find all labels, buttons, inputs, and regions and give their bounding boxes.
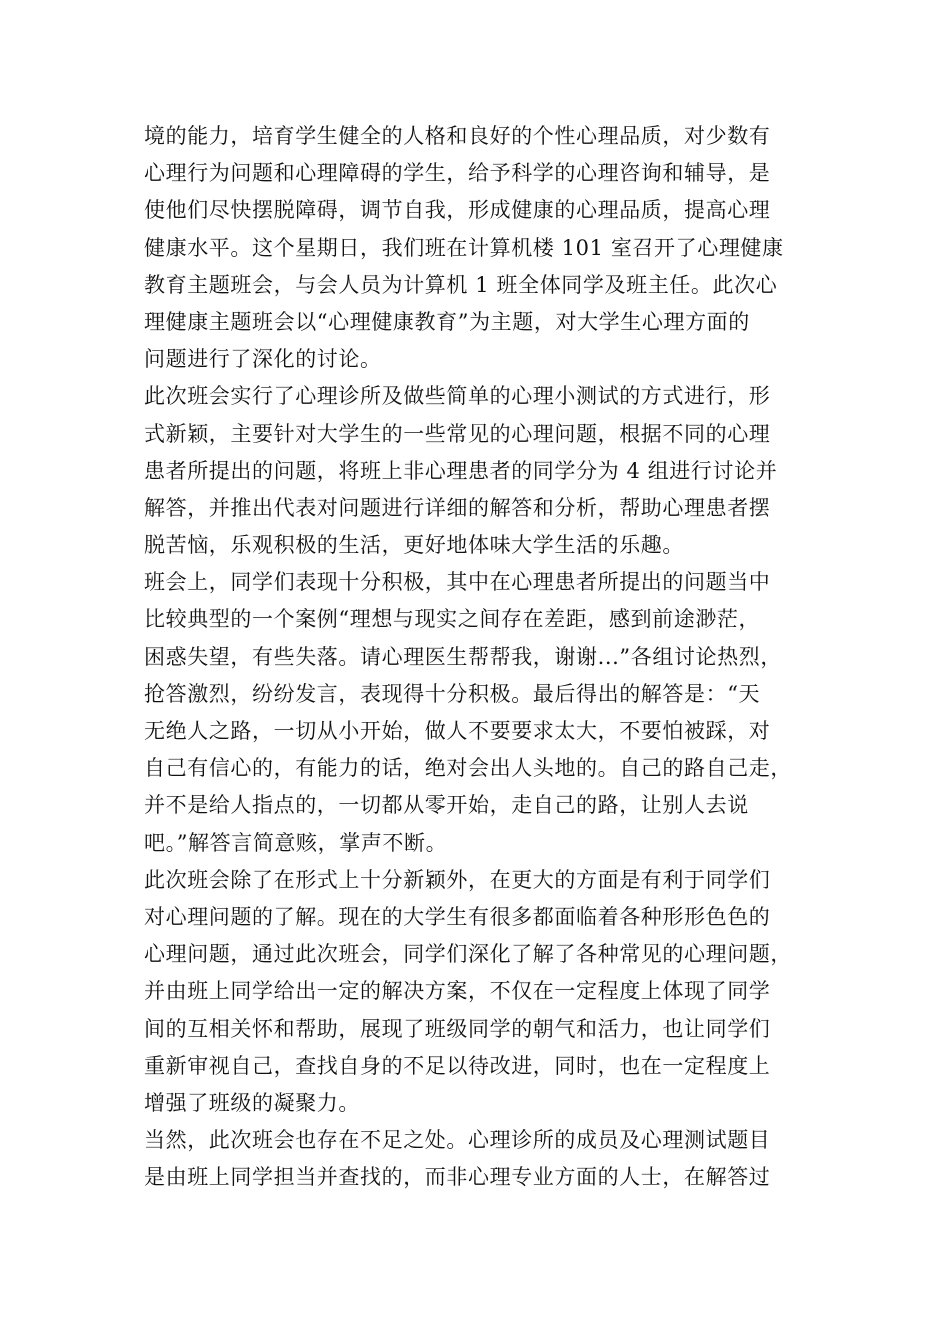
text-line: 理健康主题班会以“心理健康教育”为主题，对大学生心理方面的 — [144, 309, 750, 334]
paragraph-4 — [144, 862, 824, 1122]
text-line: 吧。”解答言简意赅，掌声不断。 — [144, 830, 448, 855]
text-line: 使他们尽快摆脱障碍，调节自我，形成健康的心理品质，提高心理 — [144, 198, 771, 223]
document-body — [144, 118, 824, 1196]
text-line: 比较典型的一个案例“理想与现实之间存在差距，感到前途渺茫， — [144, 607, 761, 632]
text-line: 患者所提出的问题，将班上非心理患者的同学分为 4 组进行讨论并 — [144, 458, 778, 483]
text-line: 教育主题班会，与会人员为计算机 1 班全体同学及班主任。此次心 — [144, 272, 778, 297]
text-line: 此次班会除了在形式上十分新颖外，在更大的方面是有利于同学们 — [144, 867, 771, 892]
text-line: 解答，并推出代表对问题进行详细的解答和分析，帮助心理患者摆 — [144, 495, 771, 520]
text-line: 重新审视自己，查找自身的不足以待改进，同时，也在一定程度上 — [144, 1053, 771, 1078]
text-line: 是由班上同学担当并查找的，而非心理专业方面的人士，在解答过 — [144, 1165, 771, 1190]
text-line: 问题进行了深化的讨论。 — [144, 347, 382, 372]
text-line: 抢答激烈，纷纷发言，表现得十分积极。最后得出的解答是：“天 — [144, 681, 761, 706]
text-line: 脱苦恼，乐观积极的生活，更好地体味大学生活的乐趣。 — [144, 533, 684, 558]
text-line: 间的互相关怀和帮助，展现了班级同学的朝气和活力，也让同学们 — [144, 1016, 771, 1041]
text-line: 无绝人之路，一切从小开始，做人不要要求太大，不要怕被踩，对 — [144, 719, 771, 743]
text-line: 对心理问题的了解。现在的大学生有很多都面临着各种形形色色的 — [144, 904, 771, 929]
text-line: 班会上，同学们表现十分积极，其中在心理患者所提出的问题当中 — [144, 570, 771, 595]
text-line: 此次班会实行了心理诊所及做些简单的心理小测试的方式进行，形 — [144, 384, 771, 409]
text-line: 心理行为问题和心理障碍的学生，给予科学的心理咨询和辅导，是 — [144, 161, 771, 186]
text-line: 自己有信心的，有能力的话，绝对会出人头地的。自己的路自己走， — [144, 756, 792, 781]
text-line: 增强了班级的凝聚力。 — [144, 1090, 360, 1115]
text-line: 当然，此次班会也存在不足之处。心理诊所的成员及心理测试题目 — [144, 1128, 771, 1153]
text-line: 式新颖，主要针对大学生的一些常见的心理问题，根据不同的心理 — [144, 421, 771, 446]
text-line: 并由班上同学给出一定的解决方案，不仅在一定程度上体现了同学 — [144, 979, 771, 1004]
text-line: 境的能力，培育学生健全的人格和良好的个性心理品质，对少数有 — [144, 124, 771, 148]
text-line: 健康水平。这个星期日，我们班在计算机楼 101 室召开了心理健康 — [144, 235, 784, 260]
paragraph-1 — [144, 118, 824, 378]
paragraph-3 — [144, 564, 824, 862]
paragraph-5 — [144, 1122, 824, 1196]
text-line: 并不是给人指点的，一切都从零开始，走自己的路，让别人去说 — [144, 793, 749, 818]
text-line: 困惑失望，有些失落。请心理医生帮帮我，谢谢...”各组讨论热烈， — [144, 644, 782, 669]
text-line: 心理问题，通过此次班会，同学们深化了解了各种常见的心理问题， — [144, 942, 792, 967]
paragraph-2 — [144, 378, 824, 564]
